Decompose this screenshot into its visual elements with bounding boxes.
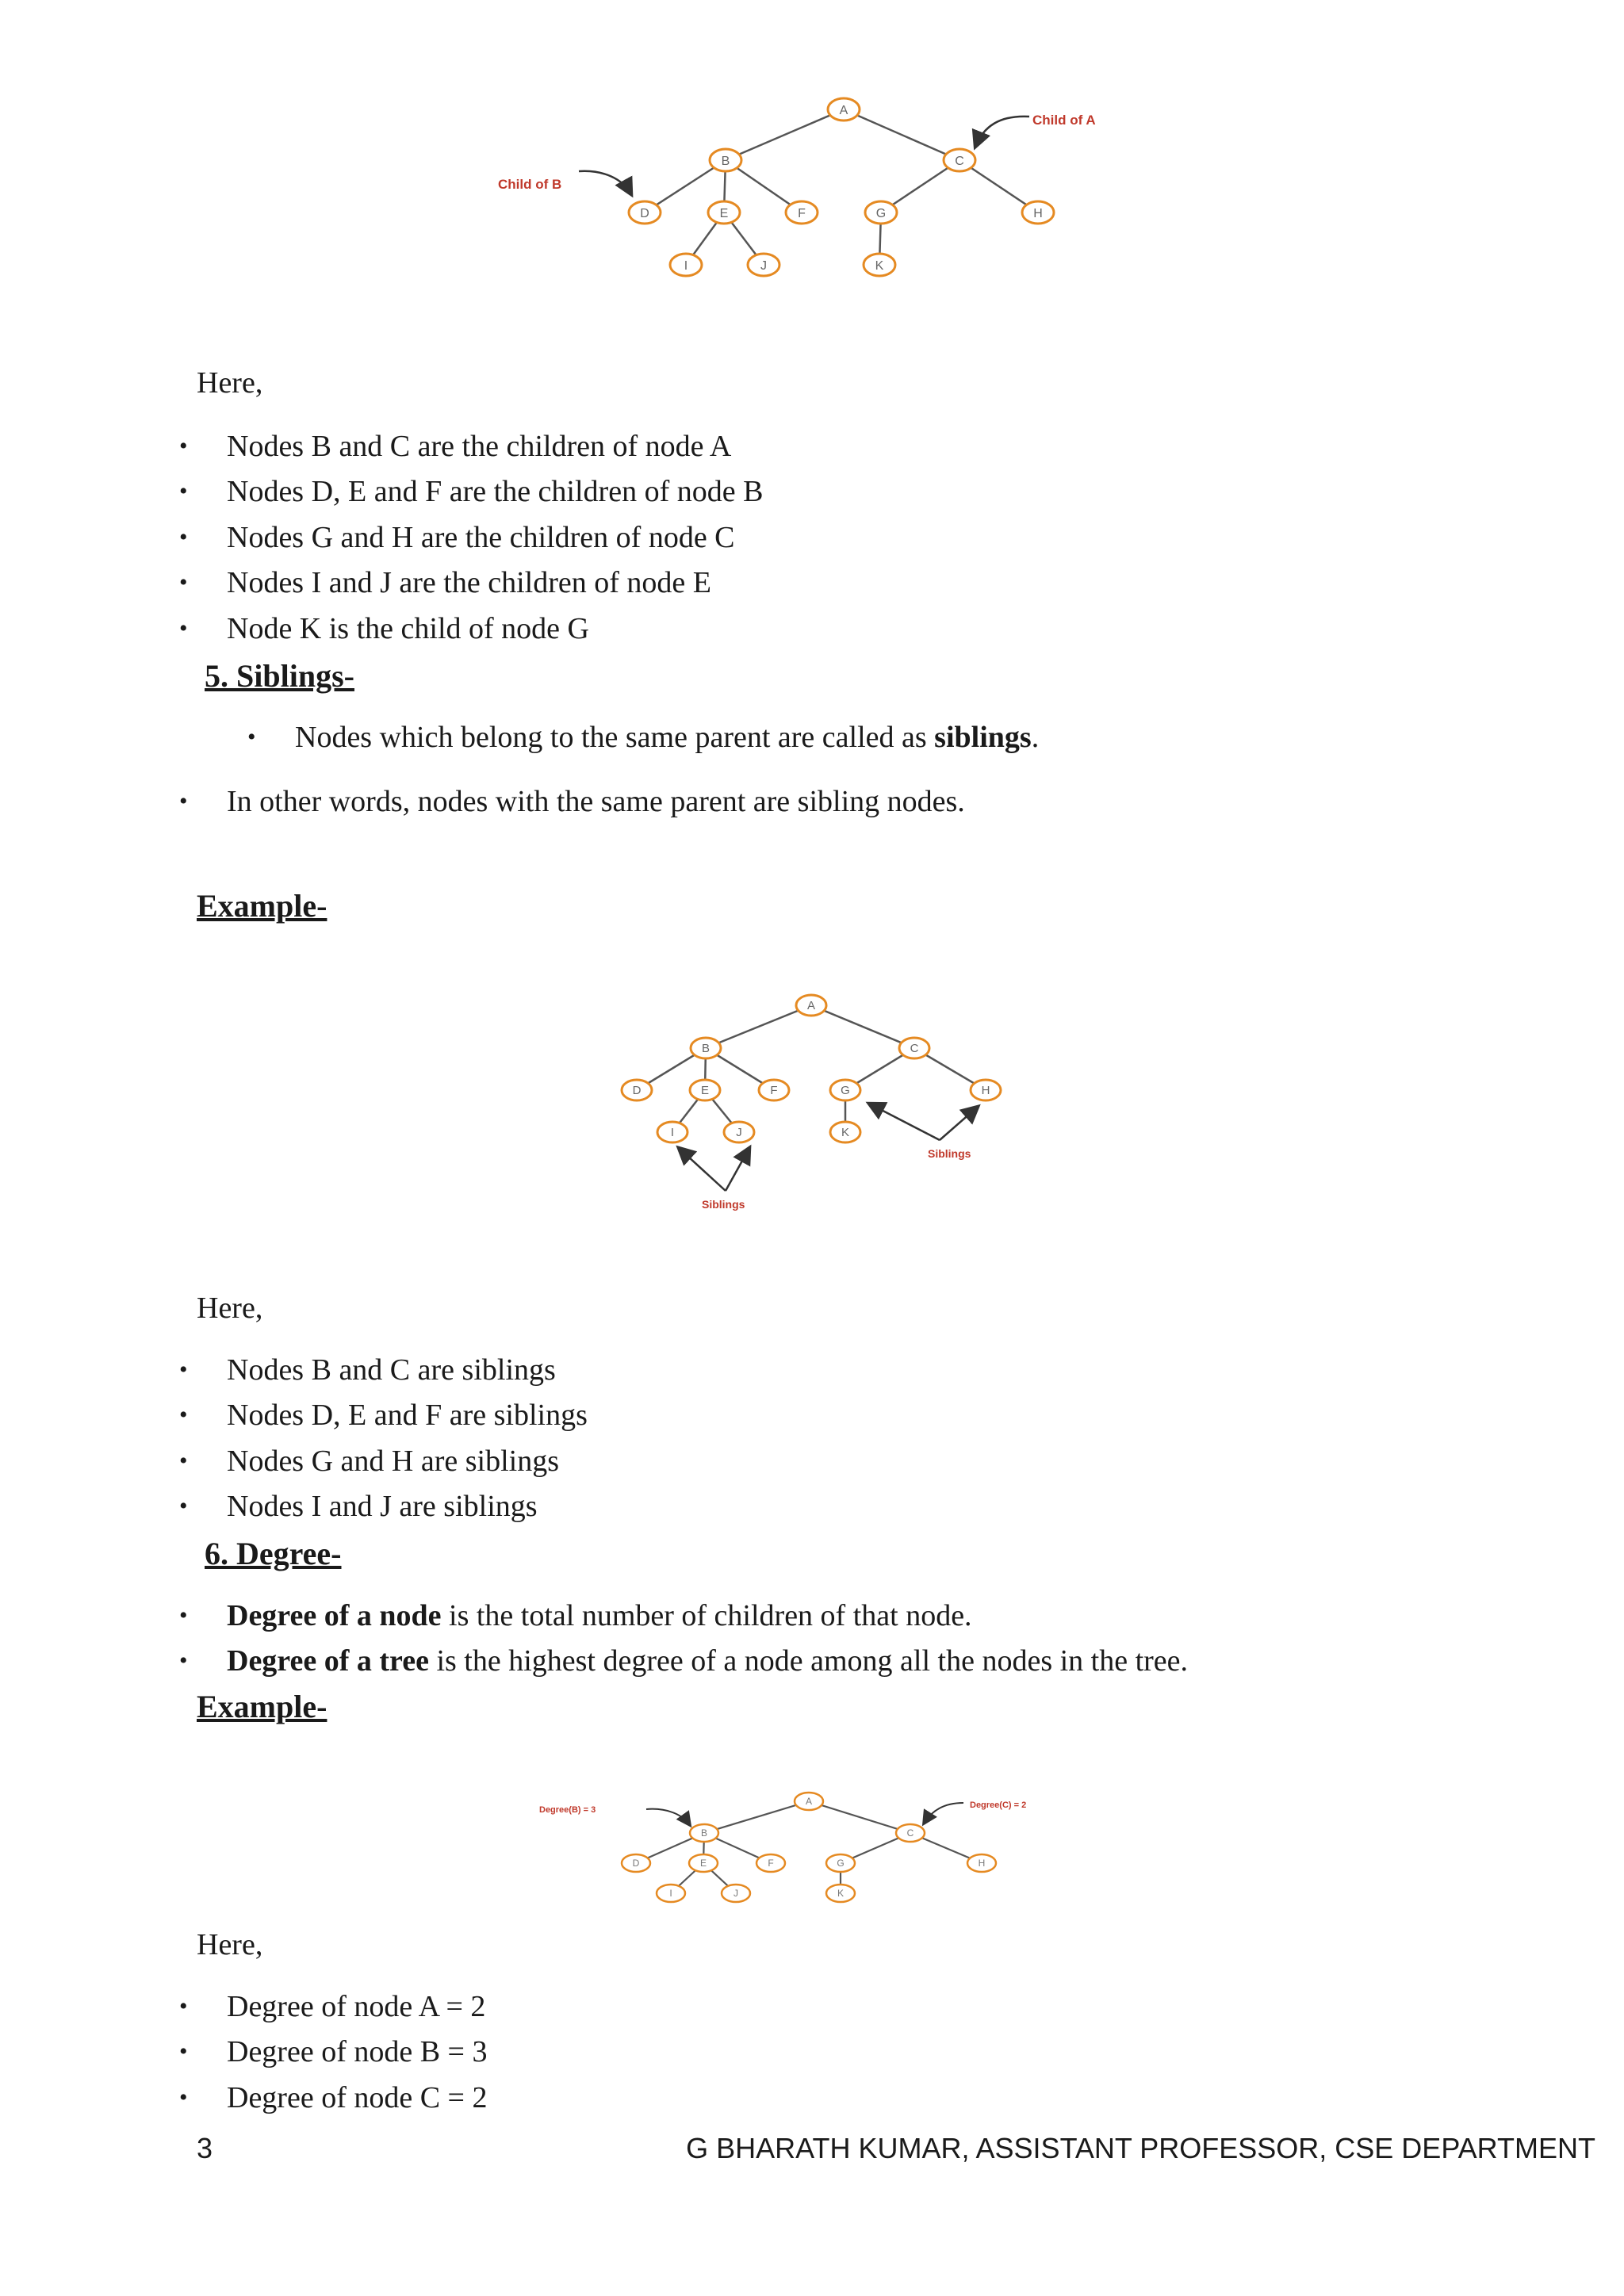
annotation-label: Child of A: [1032, 113, 1096, 128]
list-item: • Degree of node C = 2: [227, 2080, 488, 2116]
node-label: C: [955, 155, 964, 168]
node-label: F: [770, 1084, 778, 1097]
annotation-arrow: [975, 117, 1029, 147]
here-label: Here,: [197, 1928, 263, 1961]
annotation-arrow: [579, 171, 631, 194]
node-label: J: [733, 1888, 738, 1899]
annotation-label: Siblings: [702, 1198, 745, 1211]
list-item: • Nodes I and J are the children of node E: [227, 564, 711, 601]
page-number: 3: [197, 2132, 213, 2164]
annotation-label: Degree(B) = 3: [539, 1805, 596, 1815]
node-label: B: [721, 155, 730, 168]
here-label: Here,: [197, 1292, 263, 1325]
node-label: H: [1033, 207, 1043, 220]
node-label: F: [798, 207, 806, 220]
node-label: K: [875, 259, 884, 273]
footer-author: G BHARATH KUMAR, ASSISTANT PROFESSOR, CSE DEPARTMENT: [686, 2132, 1595, 2164]
example-heading: Example-: [197, 888, 327, 924]
list-item: • Nodes G and H are siblings: [227, 1443, 559, 1479]
node-label: E: [719, 207, 729, 220]
tree-diagram-degree: [531, 1784, 1102, 1911]
list-item: • Nodes B and C are siblings: [227, 1352, 556, 1388]
example-heading: Example-: [197, 1689, 327, 1724]
node-label: E: [699, 1858, 707, 1869]
node-label: K: [841, 1126, 850, 1139]
node-label: B: [701, 1042, 710, 1055]
node-label: E: [700, 1084, 710, 1097]
node-label: A: [839, 104, 848, 117]
list-item: • In other words, nodes with the same parent are sibling nodes.: [227, 783, 965, 820]
list-item: • Nodes B and C are the children of node A: [227, 428, 731, 465]
tree-diagram-siblings: [603, 983, 1047, 1213]
annotation-label: Siblings: [928, 1147, 971, 1160]
list-item: • Nodes D, E and F are siblings: [227, 1397, 588, 1433]
node-label: H: [978, 1858, 986, 1869]
list-item: • Nodes G and H are the children of node C: [227, 519, 735, 556]
annotation-arrow: [679, 1148, 726, 1191]
node-label: B: [700, 1827, 708, 1839]
node-label: G: [837, 1858, 845, 1869]
node-label: J: [760, 259, 767, 273]
annotation-arrow: [869, 1104, 940, 1140]
node-label: H: [981, 1084, 990, 1097]
node-label: D: [632, 1858, 640, 1869]
section-heading-degree: 6. Degree-: [205, 1536, 342, 1571]
here-label: Here,: [197, 366, 263, 400]
node-label: D: [632, 1084, 642, 1097]
annotation-label: Degree(C) = 2: [970, 1800, 1027, 1810]
annotation-label: Child of B: [498, 177, 562, 192]
tree-diagram-children: [476, 87, 1158, 293]
list-item: • Degree of node A = 2: [227, 1988, 485, 2025]
node-label: I: [669, 1888, 672, 1899]
section-heading-siblings: 5. Siblings-: [205, 658, 354, 694]
list-item: • Degree of a node is the total number of children of that node.: [227, 1598, 972, 1634]
node-label: I: [684, 259, 688, 273]
annotation-arrow: [940, 1107, 978, 1140]
annotation-arrow: [646, 1809, 690, 1825]
list-item: • Nodes which belong to the same parent are called as siblings.: [295, 719, 1039, 756]
node-label: C: [906, 1827, 914, 1839]
node-label: C: [910, 1042, 919, 1055]
list-item: • Node K is the child of node G: [227, 610, 589, 647]
node-label: F: [768, 1858, 774, 1869]
node-label: G: [875, 207, 887, 220]
list-item: • Degree of node B = 3: [227, 2034, 488, 2070]
annotation-arrow: [924, 1803, 963, 1823]
node-label: G: [841, 1084, 850, 1097]
list-item: • Degree of a tree is the highest degree of a node among all the nodes in the tree.: [227, 1643, 1188, 1679]
list-item: • Nodes I and J are siblings: [227, 1488, 538, 1525]
node-label: I: [670, 1126, 675, 1139]
node-label: A: [806, 999, 816, 1012]
node-label: A: [805, 1796, 813, 1807]
node-label: D: [640, 207, 649, 220]
node-label: K: [837, 1888, 845, 1899]
list-item: • Nodes D, E and F are the children of node B: [227, 473, 763, 510]
annotation-arrow: [726, 1148, 749, 1191]
node-label: J: [736, 1126, 742, 1139]
